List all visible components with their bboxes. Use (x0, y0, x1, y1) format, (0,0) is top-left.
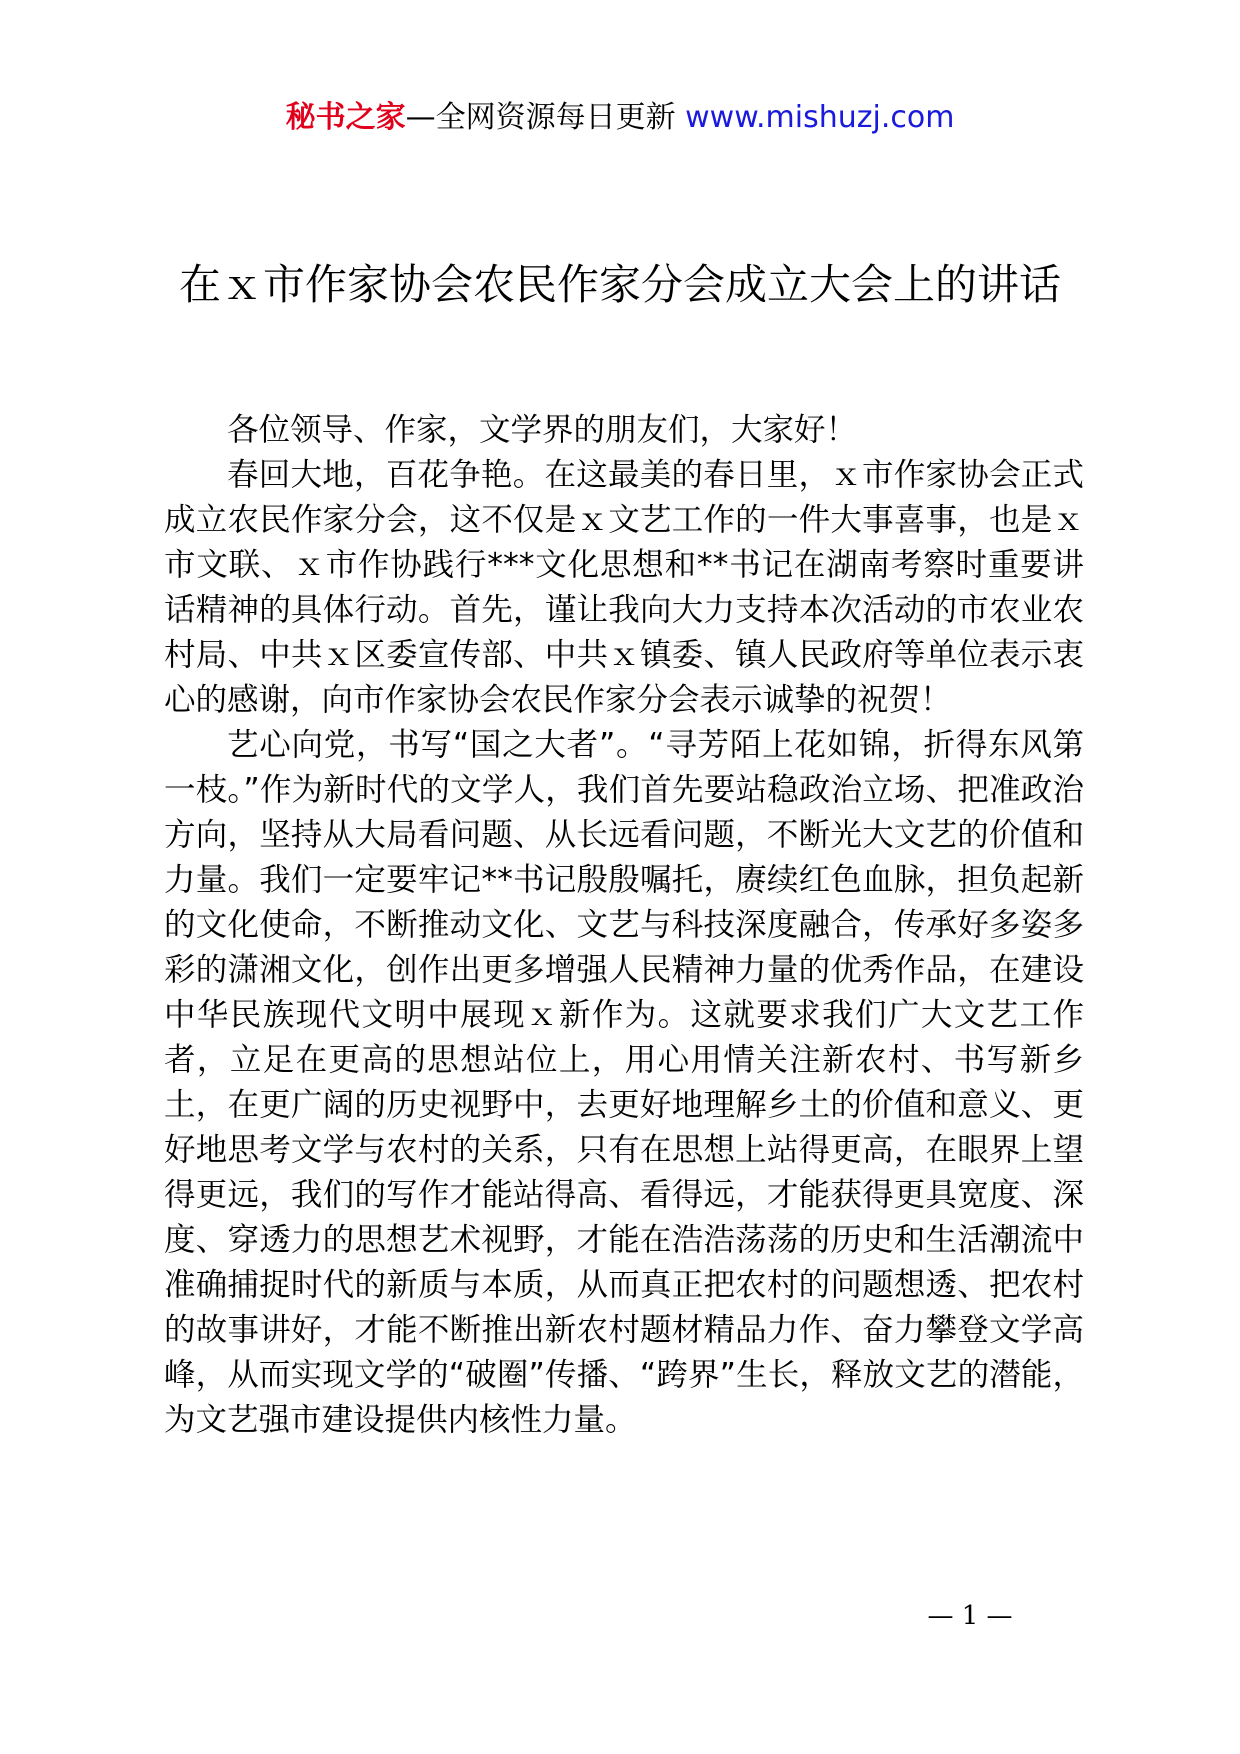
page-number: — 1 — (927, 1601, 1013, 1631)
body-paragraph: 艺心向党，书写“国之大者”。“寻芳陌上花如锦，折得东风第一枝。”作为新时代的文学人，我们首先要站稳政治立场、把准政治方向，坚持从大局看问题、从长远看问题，不断光大文艺的价值和力量。我们一定要牢记**书记殷殷嘱托，赓续红色血脉，担负起新的文化使命，不断推动文化、文艺与科技深度融合，传承好多姿多彩的潇湘文化，创作出更多增强人民精神力量的优秀作品，在建设中华民族现代文明中展现ｘ新作为。这就要求我们广大文艺工作者，立足在更高的思想站位上，用心用情关注新农村、书写新乡土，在更广阔的历史视野中，去更好地理解乡土的价值和意义、更好地思考文学与农村的关系，只有在思想上站得更高，在眼界上望得更远，我们的写作才能站得高、看得远，才能获得更具宽度、深度、穿透力的思想艺术视野，才能在浩浩荡荡的历史和生活潮流中准确捕捉时代的新质与本质，从而真正把农村的问题想透、把农村的故事讲好，才能不断推出新农村题材精品力作、奋力攀登文学高峰，从而实现文学的“破圈”传播、“跨界”生长，释放文艺的潜能，为文艺强市建设提供内核性力量。 (164, 727, 1084, 1438)
site-header (0, 98, 1240, 138)
site-tagline: —全网资源每日更新 (405, 100, 686, 135)
greeting-paragraph: 各位领导、作家，文学界的朋友们，大家好！ (227, 412, 858, 448)
document-title: 在ｘ市作家协会农民作家分会成立大会上的讲话 (178, 260, 1061, 309)
site-url-link[interactable]: www.mishuzj.com (685, 100, 955, 135)
body-paragraph: 春回大地，百花争艳。在这最美的春日里，ｘ市作家协会正式成立农民作家分会，这不仅是ｘ文艺工作的一件大事喜事，也是ｘ市文联、ｘ市作协践行***文化思想和**书记在湖南考察时重要讲话精神的具体行动。首先，谨让我向大力支持本次活动的市农业农村局、中共ｘ区委宣传部、中共ｘ镇委、镇人民政府等单位表示衷心的感谢，向市作家协会农民作家分会表示诚挚的祝贺！ (164, 457, 1084, 718)
document-body (164, 408, 1084, 1443)
site-brand: 秘书之家 (285, 100, 406, 135)
